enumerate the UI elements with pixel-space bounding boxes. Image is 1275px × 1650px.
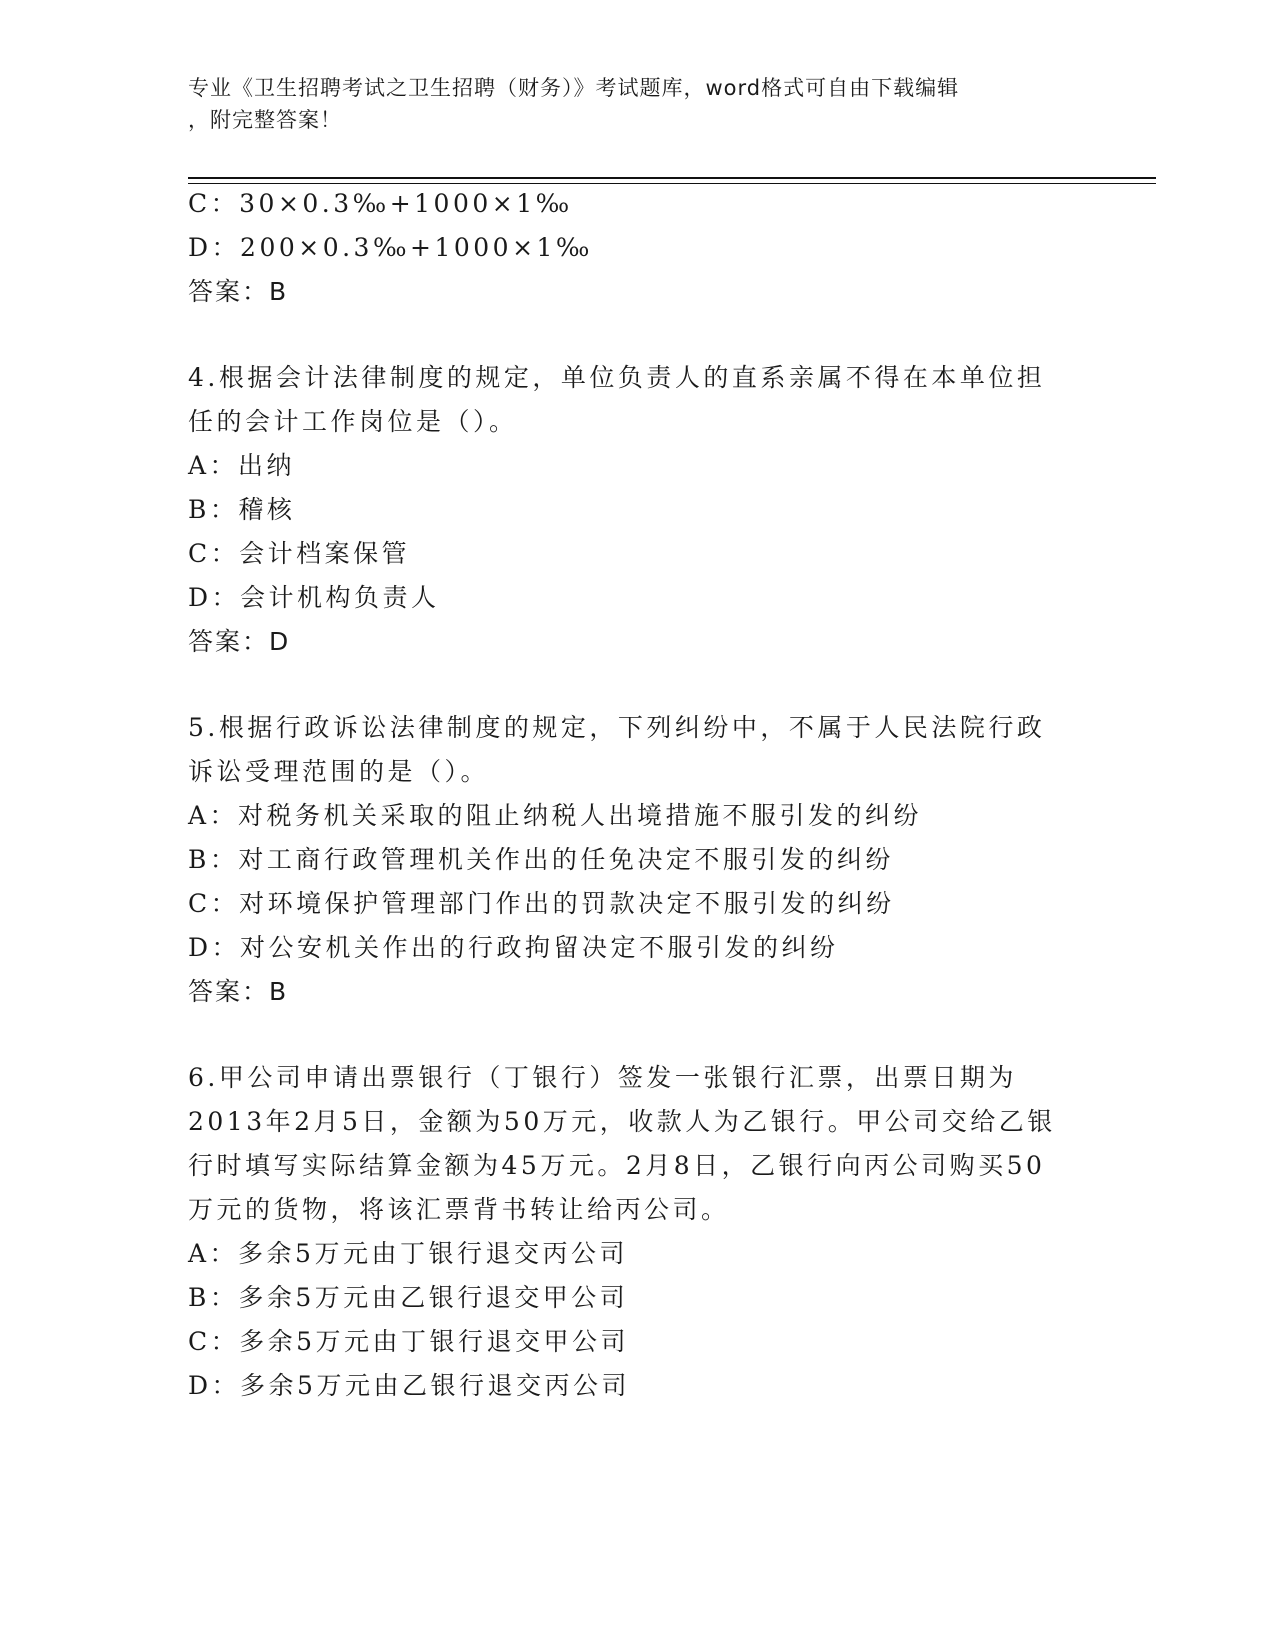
q6-stem-line-2: 2013年2月5日，金额为50万元，收款人为乙银行。甲公司交给乙银 — [188, 1107, 1056, 1136]
header-divider-thin — [188, 183, 1156, 184]
q5-option-c: C：对环境保护管理部门作出的罚款决定不服引发的纠纷 — [188, 889, 895, 918]
q6-option-b: B：多余5万元由乙银行退交甲公司 — [188, 1283, 629, 1312]
q4-option-a: A：出纳 — [188, 451, 296, 480]
q3-option-c: C：30×0.3‰+1000×1‰ — [188, 189, 573, 218]
q4-option-c: C：会计档案保管 — [188, 539, 411, 568]
q5-option-a: A：对税务机关采取的阻止纳税人出境措施不服引发的纠纷 — [188, 801, 923, 830]
document-header — [188, 72, 1068, 136]
q6-stem-line-4: 万元的货物，将该汇票背书转让给丙公司。 — [188, 1195, 730, 1224]
q5-stem-line-1: 5.根据行政诉讼法律制度的规定，下列纠纷中，不属于人民法院行政 — [188, 713, 1046, 742]
q4-answer: 答案：D — [188, 627, 291, 656]
q5-option-d: D：对公安机关作出的行政拘留决定不服引发的纠纷 — [188, 933, 839, 962]
header-line-2: ，附完整答案！ — [188, 108, 342, 132]
q6-option-a: A：多余5万元由丁银行退交丙公司 — [188, 1239, 628, 1268]
q6-stem-line-3: 行时填写实际结算金额为45万元。2月8日，乙银行向丙公司购买50 — [188, 1151, 1046, 1180]
q4-option-b: B：稽核 — [188, 495, 296, 524]
q6-option-c: C：多余5万元由丁银行退交甲公司 — [188, 1327, 630, 1356]
header-divider-thick — [188, 177, 1156, 179]
q4-stem-line-2: 任的会计工作岗位是（）。 — [188, 407, 518, 436]
q3-answer: 答案：B — [188, 277, 289, 306]
q4-stem-line-1: 4.根据会计法律制度的规定，单位负责人的直系亲属不得在本单位担 — [188, 363, 1046, 392]
q5-answer: 答案：B — [188, 977, 289, 1006]
q4-option-d: D：会计机构负责人 — [188, 583, 440, 612]
q6-stem-line-1: 6.甲公司申请出票银行（丁银行）签发一张银行汇票，出票日期为 — [188, 1063, 1017, 1092]
q3-option-d: D：200×0.3‰+1000×1‰ — [188, 233, 593, 262]
q5-stem-line-2: 诉讼受理范围的是（）。 — [188, 757, 490, 786]
header-line-1: 专业《卫生招聘考试之卫生招聘（财务）》考试题库，word格式可自由下载编辑 — [188, 76, 960, 100]
q5-option-b: B：对工商行政管理机关作出的任免决定不服引发的纠纷 — [188, 845, 894, 874]
q6-option-d: D：多余5万元由乙银行退交丙公司 — [188, 1371, 630, 1400]
